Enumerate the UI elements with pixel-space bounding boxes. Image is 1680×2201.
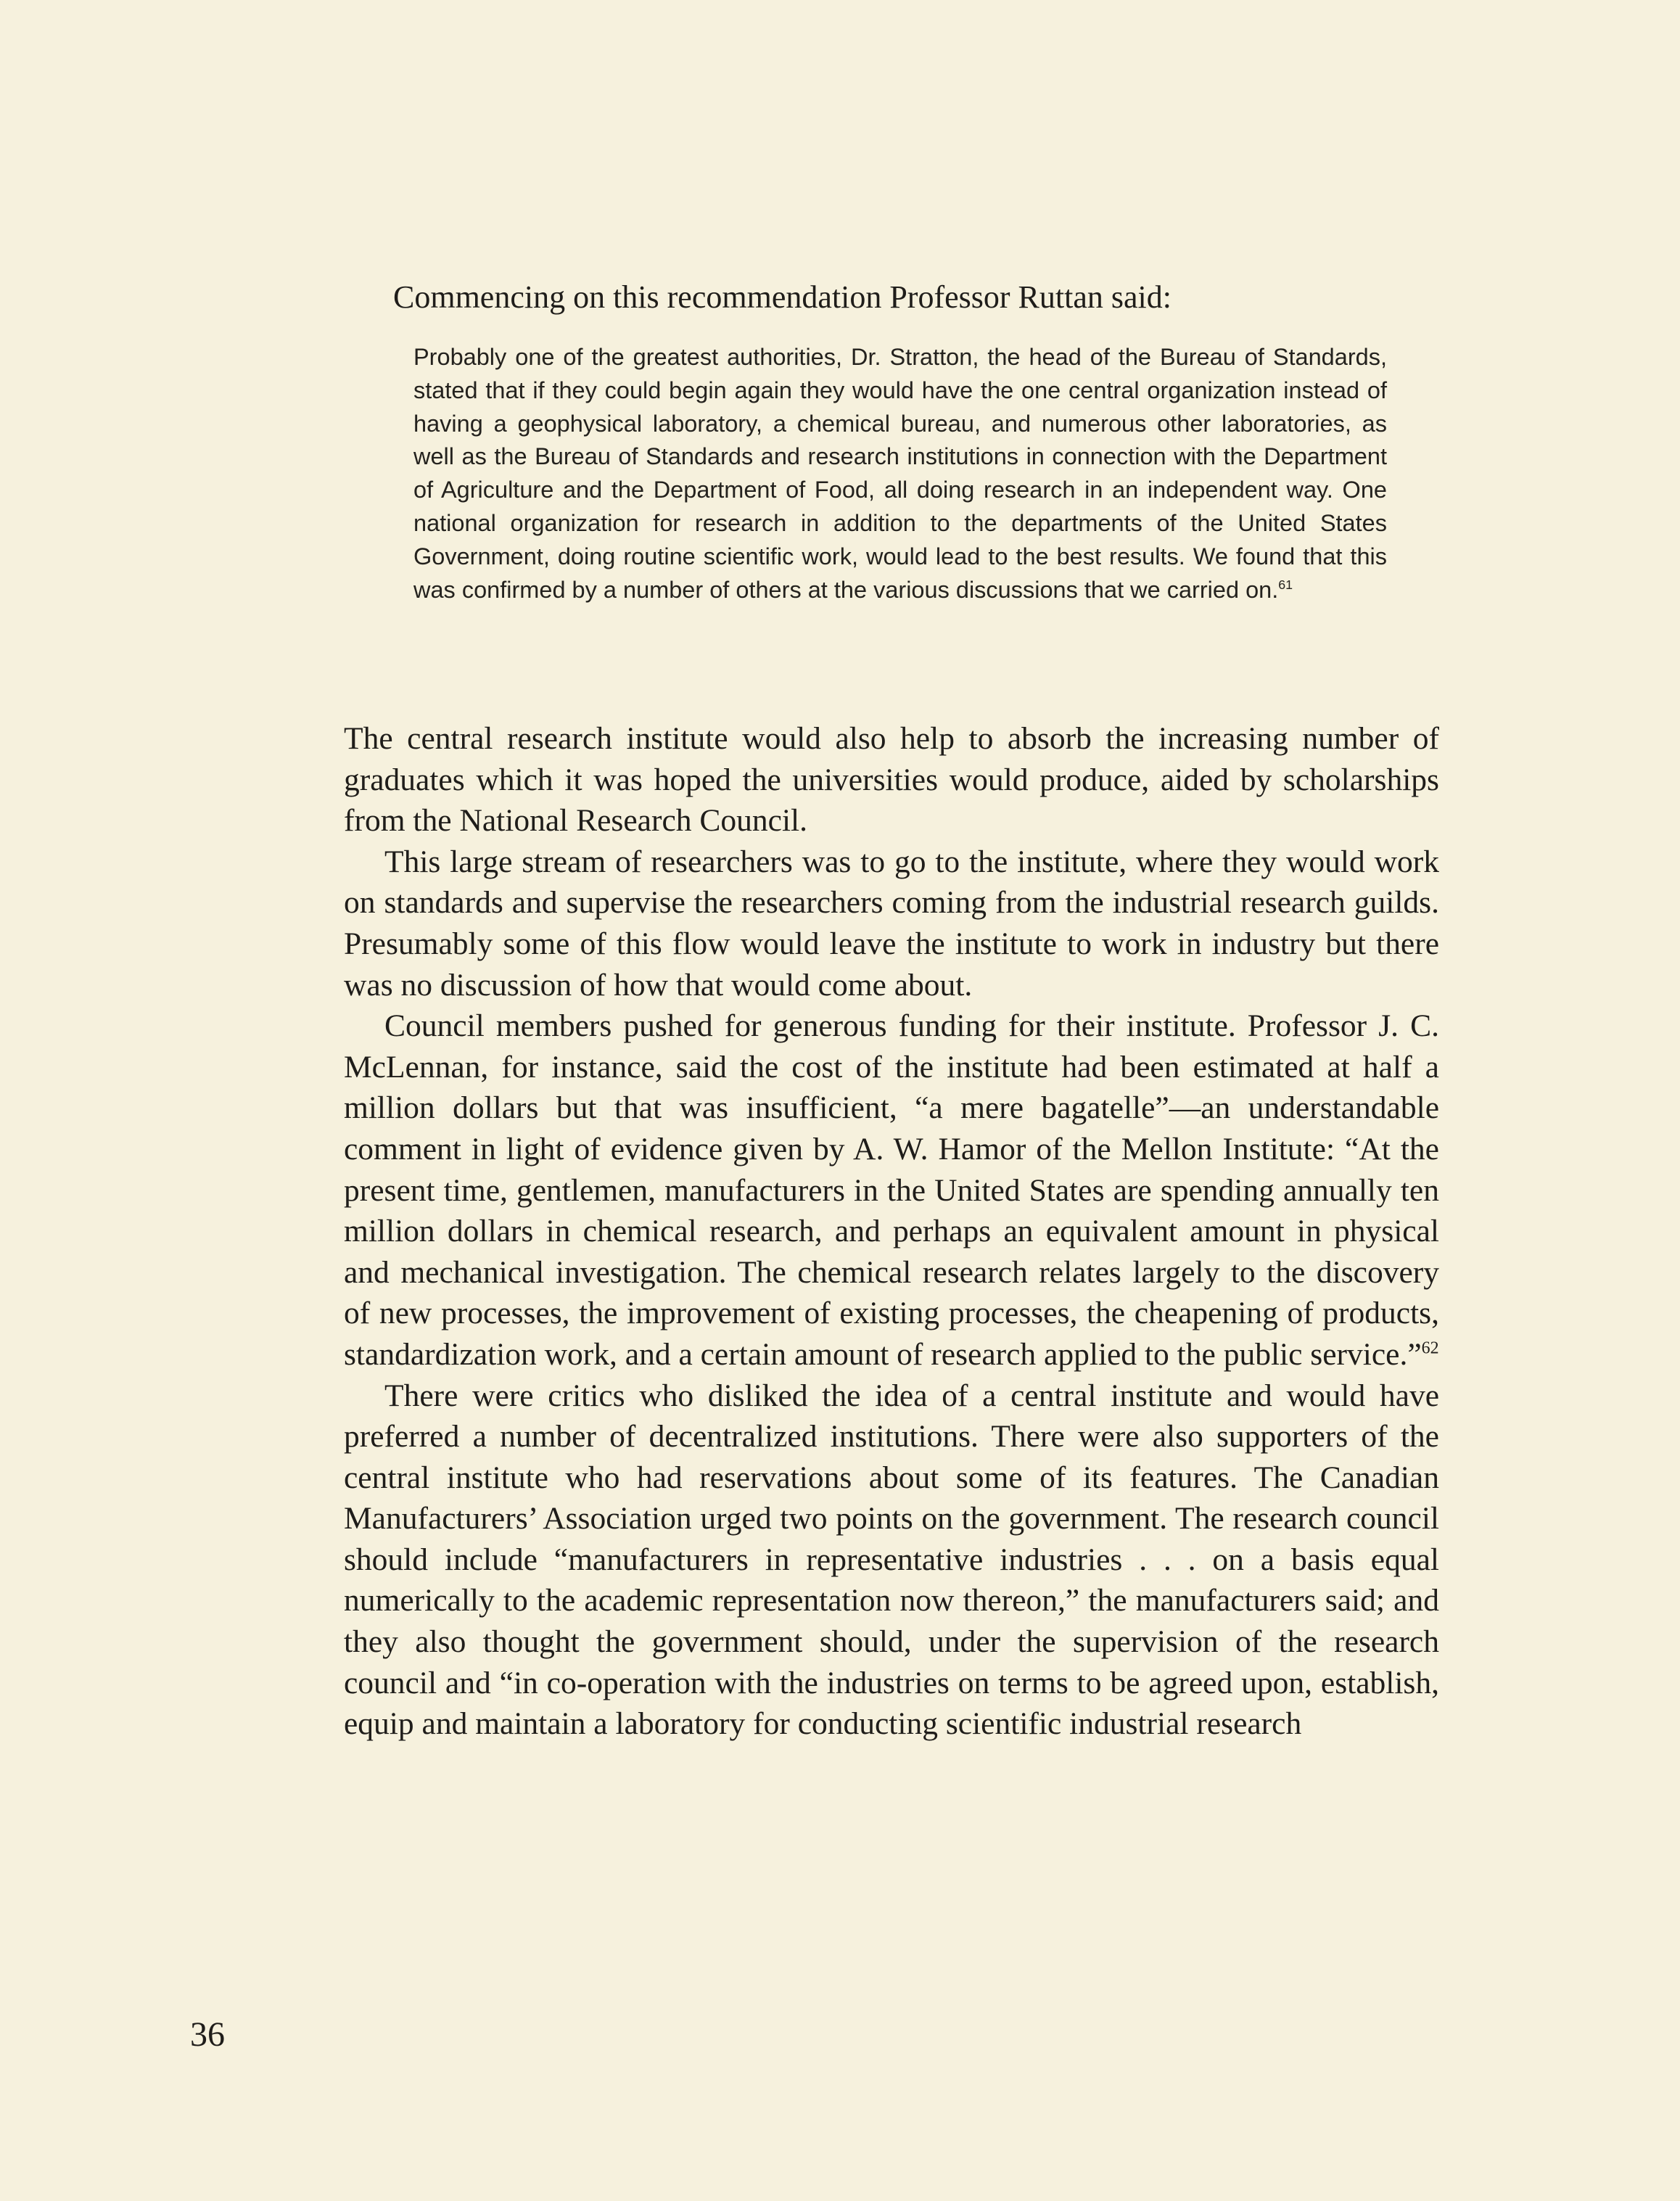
page-number: 36 bbox=[190, 2015, 225, 2054]
block-quote-text: Probably one of the greatest authorities, Dr. Stratton, the head of the Bureau of Standards, stated that if they could begin again they would have the one central organization instead of having a geophysical laboratory, a chemical bureau, and numerous other laboratories, as well as the Bureau of Standards and research institutions in connection with the Department of Agriculture and the Department of Food, all doing research in an independent way. One national organization for research in addition to the departments of the United States Government, doing routine scientific work, would lead to the best results. We found that this was confirmed by a number of others at the various discussions that we carried on. bbox=[413, 344, 1387, 603]
footnote-ref-62: 62 bbox=[1421, 1338, 1439, 1358]
paragraph-1 bbox=[344, 718, 1439, 842]
footnote-ref-61: 61 bbox=[1278, 577, 1293, 592]
paragraph-4 bbox=[344, 1375, 1439, 1745]
paragraph-3 bbox=[344, 1005, 1439, 1375]
block-quote bbox=[413, 341, 1387, 606]
paragraph-1-text: The central research institute would also help to absorb the increasing number of graduates which it was hoped the universities would produce, aided by scholarships from the National Research Council. bbox=[344, 721, 1439, 839]
paragraph-2-text: This large stream of researchers was to go to the institute, where they would work on standards and supervise the researchers coming from the industrial research guilds. Presumably some of this flow would leave the institute to work in industry but there was no discussion of how that would come about. bbox=[344, 844, 1439, 1003]
body-text bbox=[344, 718, 1439, 1745]
paragraph-3-text: Council members pushed for generous funding for their institute. Professor J. C. McLennan, for instance, said the cost of the institute had been estimated at half a million dollars but that was insufficient, “a mere bagatelle”—an understandable comment in light of evidence given by A. W. Hamor of the Mellon Institute: “At the present time, gentlemen, manufacturers in the United States are spending annually ten million dollars in chemical research, and perhaps an equivalent amount in physical and mechanical investigation. The chemical research relates largely to the discovery of new processes, the improvement of existing processes, the cheapening of products, standardization work, and a certain amount of research applied to the public service.” bbox=[344, 1008, 1439, 1372]
intro-sentence: Commencing on this recommendation Professor Ruttan said: bbox=[393, 279, 1172, 315]
paragraph-2 bbox=[344, 842, 1439, 1005]
paragraph-4-text: There were critics who disliked the idea of a central institute and would have preferred a number of decentralized institutions. There were also supporters of the central institute who had reservations about some of its features. The Canadian Manufacturers’ Association urged two points on the government. The research council should include “manufacturers in representative industries . . . on a basis equal numerically to the academic representation now thereon,” the manufacturers said; and they also thought the government should, under the supervision of the research council and “in co-operation with the industries on terms to be agreed upon, establish, equip and maintain a laboratory for conducting scientific industrial research bbox=[344, 1378, 1439, 1742]
